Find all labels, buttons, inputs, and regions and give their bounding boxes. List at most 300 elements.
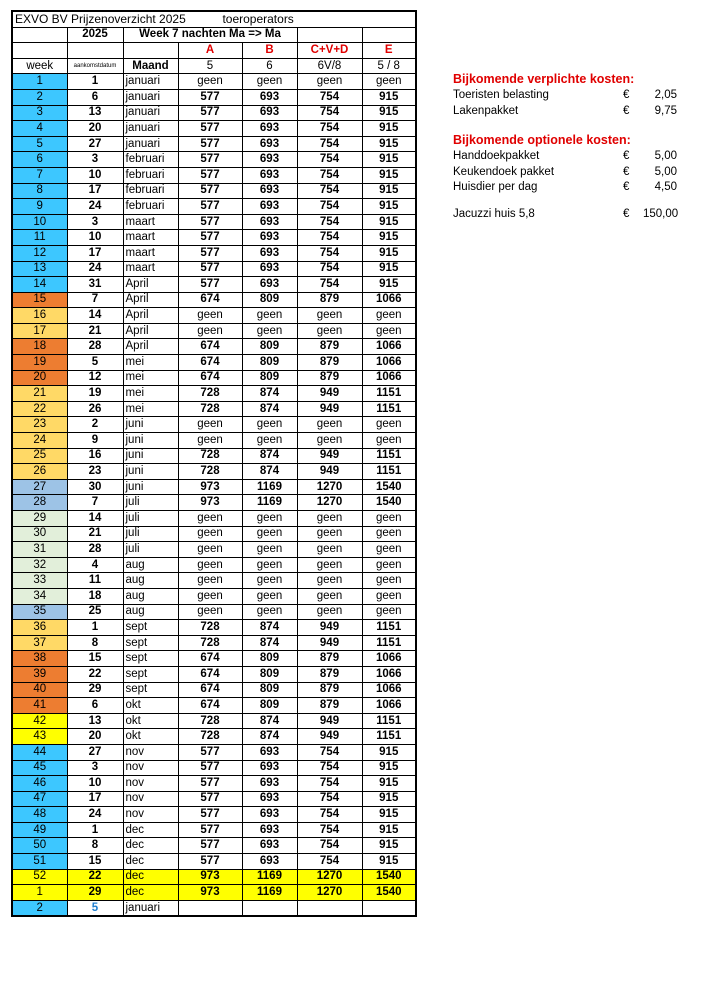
week-cell: 4 (12, 121, 67, 137)
week-cell: 18 (12, 339, 67, 355)
week-cell: 7 (12, 167, 67, 183)
month-cell: April (123, 292, 178, 308)
price-a-cell: geen (178, 323, 242, 339)
table-row (12, 464, 416, 480)
week-cell: 14 (12, 277, 67, 293)
price-cvd-cell: 949 (297, 401, 362, 417)
currency-symbol: € (623, 89, 630, 101)
price-e-cell: geen (362, 308, 416, 324)
persons-e: 5 / 8 (362, 58, 416, 74)
currency-symbol: € (623, 207, 630, 220)
price-e-cell: 915 (362, 230, 416, 246)
price-a-cell: geen (178, 557, 242, 573)
empty-cell (12, 43, 67, 59)
arrival-day-cell: 28 (67, 339, 123, 355)
price-a-cell: 577 (178, 136, 242, 152)
price-a-cell: 728 (178, 635, 242, 651)
price-cvd-cell: 1270 (297, 885, 362, 901)
price-e-cell: 915 (362, 152, 416, 168)
price-b-cell: 874 (242, 401, 297, 417)
price-e-cell: 1540 (362, 869, 416, 885)
month-cell: April (123, 308, 178, 324)
extra-costs-panel (453, 72, 683, 223)
price-b-cell: 693 (242, 822, 297, 838)
arrival-day-cell: 22 (67, 666, 123, 682)
month-cell: dec (123, 885, 178, 901)
week-cell: 11 (12, 230, 67, 246)
arrival-day-cell: 10 (67, 167, 123, 183)
price-a-cell: 577 (178, 214, 242, 230)
price-cvd-cell: 754 (297, 776, 362, 792)
week-cell: 30 (12, 526, 67, 542)
price-a-cell: geen (178, 542, 242, 558)
price-b-cell: geen (242, 557, 297, 573)
price-b-cell: 874 (242, 620, 297, 636)
arrival-day-cell: 6 (67, 89, 123, 105)
price-cvd-cell: 879 (297, 339, 362, 355)
cost-amount: 4,50 (654, 181, 677, 194)
price-b-cell: 809 (242, 682, 297, 698)
price-b-cell: 809 (242, 370, 297, 386)
week-cell: 22 (12, 401, 67, 417)
week-cell: 37 (12, 635, 67, 651)
month-cell: januari (123, 105, 178, 121)
price-a-cell: 973 (178, 495, 242, 511)
price-cvd-cell: 1270 (297, 479, 362, 495)
week-cell: 17 (12, 323, 67, 339)
price-b-cell: 693 (242, 199, 297, 215)
price-b-cell: 693 (242, 167, 297, 183)
table-row (12, 339, 416, 355)
table-row (12, 869, 416, 885)
week-cell: 12 (12, 245, 67, 261)
table-row (12, 744, 416, 760)
table-row (12, 604, 416, 620)
price-e-cell: 915 (362, 136, 416, 152)
price-a-cell: 577 (178, 791, 242, 807)
table-row (12, 261, 416, 277)
arrival-day-cell: 21 (67, 323, 123, 339)
price-a-cell: geen (178, 526, 242, 542)
price-a-cell: 728 (178, 620, 242, 636)
table-row (12, 214, 416, 230)
week-cell: 52 (12, 869, 67, 885)
price-a-cell: 728 (178, 464, 242, 480)
cost-row (453, 149, 683, 165)
arrival-day-cell: 15 (67, 854, 123, 870)
month-cell: januari (123, 121, 178, 137)
arrival-day-cell: 5 (67, 355, 123, 371)
month-cell: juni (123, 479, 178, 495)
arrival-day-cell: 15 (67, 651, 123, 667)
price-a-cell: 577 (178, 261, 242, 277)
price-cvd-cell: 754 (297, 121, 362, 137)
cost-amount: 150,00 (643, 207, 679, 220)
month-cell: januari (123, 89, 178, 105)
month-cell: januari (123, 900, 178, 916)
price-e-cell (362, 900, 416, 916)
arrival-date-column-header: aankomstdatum (67, 58, 123, 74)
month-cell: nov (123, 760, 178, 776)
price-a-cell: 577 (178, 776, 242, 792)
month-cell: April (123, 277, 178, 293)
arrival-day-cell: 20 (67, 729, 123, 745)
price-cvd-cell: 949 (297, 620, 362, 636)
price-e-cell: 1151 (362, 729, 416, 745)
week-cell: 19 (12, 355, 67, 371)
month-cell: mei (123, 370, 178, 386)
price-a-cell: 577 (178, 105, 242, 121)
empty-cell (123, 43, 178, 59)
week-cell: 26 (12, 464, 67, 480)
arrival-day-cell: 2 (67, 417, 123, 433)
table-subtitle: toeroperators (222, 11, 294, 26)
price-a-cell: 674 (178, 666, 242, 682)
arrival-day-cell: 22 (67, 869, 123, 885)
title-row (12, 11, 416, 27)
table-row (12, 136, 416, 152)
table-row (12, 370, 416, 386)
arrival-day-cell: 3 (67, 760, 123, 776)
month-cell: dec (123, 822, 178, 838)
price-cvd-cell: 754 (297, 89, 362, 105)
month-cell: nov (123, 807, 178, 823)
table-row (12, 682, 416, 698)
table-row (12, 479, 416, 495)
price-cvd-cell: 754 (297, 277, 362, 293)
price-a-cell: 728 (178, 448, 242, 464)
price-a-cell (178, 900, 242, 916)
table-row (12, 355, 416, 371)
price-a-cell: 577 (178, 822, 242, 838)
header-row-2 (12, 43, 416, 59)
cost-row (453, 165, 683, 181)
arrival-day-cell: 12 (67, 370, 123, 386)
table-row (12, 542, 416, 558)
empty-cell (362, 27, 416, 43)
month-cell: sept (123, 666, 178, 682)
price-a-cell: 674 (178, 339, 242, 355)
price-e-cell: 915 (362, 838, 416, 854)
price-cvd-cell: geen (297, 511, 362, 527)
week-cell: 36 (12, 620, 67, 636)
price-b-cell: 693 (242, 791, 297, 807)
arrival-day-cell: 14 (67, 308, 123, 324)
header-row-3 (12, 58, 416, 74)
month-cell: juli (123, 542, 178, 558)
price-e-cell: 915 (362, 277, 416, 293)
price-b-cell: geen (242, 323, 297, 339)
price-a-cell: 674 (178, 682, 242, 698)
cost-label: Handdoekpakket (453, 150, 540, 163)
empty-cell (12, 27, 67, 43)
week-cell: 16 (12, 308, 67, 324)
week-cell: 2 (12, 89, 67, 105)
cost-label: Jacuzzi huis 5,8 (453, 207, 535, 220)
price-a-cell: geen (178, 604, 242, 620)
price-cvd-cell: 754 (297, 105, 362, 121)
week-cell: 46 (12, 776, 67, 792)
arrival-day-cell: 27 (67, 744, 123, 760)
type-b-label: B (242, 43, 297, 59)
table-row (12, 89, 416, 105)
price-e-cell: 1066 (362, 355, 416, 371)
month-cell: April (123, 339, 178, 355)
arrival-day-cell: 24 (67, 261, 123, 277)
table-row (12, 776, 416, 792)
price-b-cell: 874 (242, 729, 297, 745)
price-cvd-cell (297, 900, 362, 916)
week-cell: 34 (12, 588, 67, 604)
price-cvd-cell: 754 (297, 136, 362, 152)
arrival-day-cell: 17 (67, 791, 123, 807)
optional-costs-heading: Bijkomende optionele kosten: (453, 133, 631, 148)
price-a-cell: 973 (178, 885, 242, 901)
price-cvd-cell: geen (297, 542, 362, 558)
price-e-cell: geen (362, 74, 416, 90)
month-cell: maart (123, 261, 178, 277)
table-row (12, 323, 416, 339)
price-a-cell: 577 (178, 183, 242, 199)
price-b-cell: 809 (242, 698, 297, 714)
price-cvd-cell: 754 (297, 183, 362, 199)
empty-cell (297, 27, 362, 43)
price-cvd-cell: 949 (297, 448, 362, 464)
month-cell: februari (123, 152, 178, 168)
price-b-cell: 693 (242, 744, 297, 760)
price-b-cell: 1169 (242, 885, 297, 901)
week-cell: 39 (12, 666, 67, 682)
month-cell: maart (123, 230, 178, 246)
price-b-cell: geen (242, 542, 297, 558)
price-a-cell: 577 (178, 152, 242, 168)
currency-symbol: € (623, 165, 630, 178)
price-cvd-cell: 754 (297, 838, 362, 854)
price-cvd-cell: 754 (297, 245, 362, 261)
price-cvd-cell: 879 (297, 292, 362, 308)
week-cell: 27 (12, 479, 67, 495)
currency-symbol: € (623, 104, 630, 117)
price-b-cell: geen (242, 573, 297, 589)
arrival-day-cell: 6 (67, 698, 123, 714)
price-cvd-cell: 879 (297, 370, 362, 386)
price-e-cell: 915 (362, 776, 416, 792)
price-e-cell: 1066 (362, 292, 416, 308)
week-cell: 38 (12, 651, 67, 667)
price-e-cell: 1066 (362, 370, 416, 386)
week-cell: 29 (12, 511, 67, 527)
persons-b: 6 (242, 58, 297, 74)
price-cvd-cell: 754 (297, 822, 362, 838)
price-cvd-cell: 754 (297, 167, 362, 183)
price-cvd-cell: 949 (297, 386, 362, 402)
month-cell: sept (123, 682, 178, 698)
arrival-day-cell: 20 (67, 121, 123, 137)
table-row (12, 822, 416, 838)
price-e-cell: geen (362, 433, 416, 449)
price-a-cell: 577 (178, 277, 242, 293)
price-a-cell: 577 (178, 760, 242, 776)
price-e-cell: geen (362, 417, 416, 433)
arrival-day-cell: 7 (67, 495, 123, 511)
arrival-day-cell: 1 (67, 74, 123, 90)
arrival-day-cell: 27 (67, 136, 123, 152)
price-cvd-cell: 879 (297, 698, 362, 714)
price-b-cell: 693 (242, 838, 297, 854)
price-cvd-cell: geen (297, 433, 362, 449)
cost-amount: 9,75 (654, 104, 677, 117)
price-e-cell: 1151 (362, 448, 416, 464)
price-e-cell: 915 (362, 167, 416, 183)
table-row (12, 791, 416, 807)
arrival-day-cell: 14 (67, 511, 123, 527)
table-row (12, 105, 416, 121)
cost-label: Huisdier per dag (453, 181, 538, 194)
price-b-cell: 693 (242, 245, 297, 261)
price-e-cell: 915 (362, 183, 416, 199)
week-cell: 8 (12, 183, 67, 199)
type-cvd-label: C+V+D (297, 43, 362, 59)
table-row (12, 635, 416, 651)
price-cvd-cell: 879 (297, 651, 362, 667)
price-a-cell: geen (178, 308, 242, 324)
month-cell: aug (123, 604, 178, 620)
price-cvd-cell: 949 (297, 464, 362, 480)
price-b-cell: 809 (242, 651, 297, 667)
price-e-cell: 1540 (362, 479, 416, 495)
price-b-cell: 809 (242, 666, 297, 682)
table-row (12, 121, 416, 137)
arrival-day-cell: 13 (67, 713, 123, 729)
month-cell: mei (123, 355, 178, 371)
cost-row (453, 104, 683, 120)
month-cell: aug (123, 573, 178, 589)
price-b-cell: 693 (242, 152, 297, 168)
price-b-cell: 693 (242, 807, 297, 823)
price-b-cell: 1169 (242, 495, 297, 511)
price-e-cell: 915 (362, 199, 416, 215)
month-cell: aug (123, 557, 178, 573)
price-a-cell: 674 (178, 698, 242, 714)
week-cell: 43 (12, 729, 67, 745)
week-cell: 9 (12, 199, 67, 215)
price-e-cell: 915 (362, 261, 416, 277)
arrival-day-cell: 4 (67, 557, 123, 573)
arrival-day-cell: 17 (67, 183, 123, 199)
week-cell: 48 (12, 807, 67, 823)
arrival-day-cell: 5 (67, 900, 123, 916)
price-a-cell: geen (178, 417, 242, 433)
month-cell: mei (123, 401, 178, 417)
price-e-cell: 1151 (362, 620, 416, 636)
price-e-cell: 1151 (362, 635, 416, 651)
price-e-cell: 1540 (362, 495, 416, 511)
week-cell: 24 (12, 433, 67, 449)
price-b-cell: 1169 (242, 869, 297, 885)
price-b-cell: 874 (242, 386, 297, 402)
month-cell: aug (123, 588, 178, 604)
price-e-cell: 915 (362, 744, 416, 760)
month-cell: juni (123, 464, 178, 480)
table-row (12, 292, 416, 308)
month-cell: maart (123, 245, 178, 261)
price-e-cell: 1151 (362, 464, 416, 480)
header-row-1 (12, 27, 416, 43)
price-b-cell: geen (242, 417, 297, 433)
table-row (12, 854, 416, 870)
month-cell: nov (123, 776, 178, 792)
week-cell: 35 (12, 604, 67, 620)
price-b-cell: 693 (242, 214, 297, 230)
price-a-cell: 577 (178, 838, 242, 854)
mandatory-costs-heading: Bijkomende verplichte kosten: (453, 72, 635, 86)
month-cell: juli (123, 495, 178, 511)
price-e-cell: geen (362, 511, 416, 527)
price-a-cell: 674 (178, 370, 242, 386)
table-title: EXVO BV Prijzenoverzicht 2025 (15, 11, 186, 26)
table-title-cell (12, 11, 416, 27)
week-cell: 10 (12, 214, 67, 230)
arrival-day-cell: 31 (67, 277, 123, 293)
price-e-cell: 915 (362, 807, 416, 823)
table-row (12, 588, 416, 604)
week-cell: 13 (12, 261, 67, 277)
price-cvd-cell: 754 (297, 807, 362, 823)
price-e-cell: 1066 (362, 666, 416, 682)
month-cell: dec (123, 869, 178, 885)
price-b-cell: 809 (242, 355, 297, 371)
week-cell: 15 (12, 292, 67, 308)
week-cell: 3 (12, 105, 67, 121)
price-cvd-cell: 754 (297, 214, 362, 230)
price-cvd-cell: 949 (297, 713, 362, 729)
table-row (12, 308, 416, 324)
week-column-header: week (12, 58, 67, 74)
price-b-cell: 874 (242, 464, 297, 480)
price-a-cell: 577 (178, 230, 242, 246)
table-row (12, 885, 416, 901)
month-cell: februari (123, 183, 178, 199)
table-row (12, 573, 416, 589)
price-b-cell: geen (242, 433, 297, 449)
price-cvd-cell: 879 (297, 682, 362, 698)
week-cell: 42 (12, 713, 67, 729)
month-cell: februari (123, 167, 178, 183)
arrival-day-cell: 13 (67, 105, 123, 121)
arrival-day-cell: 1 (67, 822, 123, 838)
currency-symbol: € (623, 150, 630, 163)
price-cvd-cell: 879 (297, 355, 362, 371)
arrival-day-cell: 11 (67, 573, 123, 589)
arrival-day-cell: 3 (67, 152, 123, 168)
price-a-cell: 674 (178, 651, 242, 667)
week-cell: 20 (12, 370, 67, 386)
arrival-day-cell: 29 (67, 885, 123, 901)
table-row (12, 511, 416, 527)
price-b-cell: geen (242, 604, 297, 620)
table-row (12, 557, 416, 573)
price-a-cell: geen (178, 433, 242, 449)
month-cell: juni (123, 448, 178, 464)
table-row (12, 152, 416, 168)
arrival-day-cell: 17 (67, 245, 123, 261)
price-cvd-cell: 754 (297, 199, 362, 215)
empty-cell (67, 43, 123, 59)
week-cell: 44 (12, 744, 67, 760)
cost-amount: 5,00 (654, 150, 677, 163)
arrival-day-cell: 19 (67, 386, 123, 402)
month-cell: sept (123, 620, 178, 636)
